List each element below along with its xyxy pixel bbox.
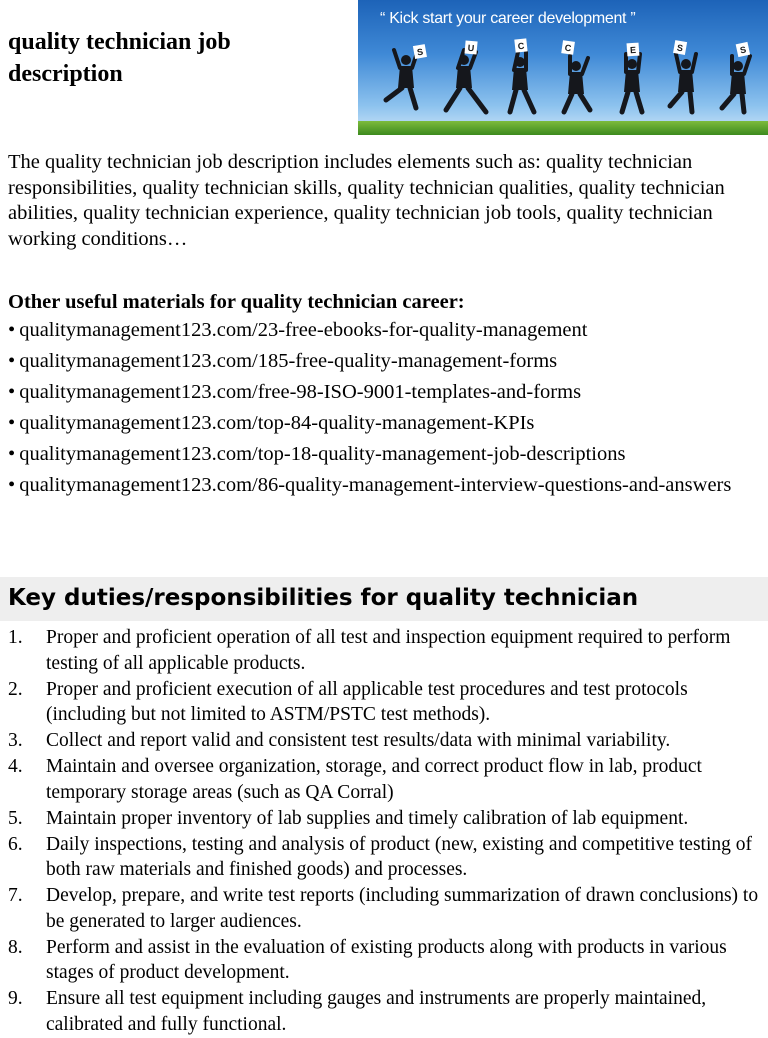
quote-open-mark: “ bbox=[380, 10, 386, 27]
duty-text: Proper and proficient execution of all applicable test procedures and test protocols (including but not limited to ASTM/PSTC test methods). bbox=[46, 678, 688, 725]
material-link-text: qualitymanagement123.com/top-18-quality-management-job-descriptions bbox=[19, 443, 626, 465]
material-link-item[interactable] bbox=[8, 473, 764, 499]
duty-number: 6. bbox=[8, 833, 23, 855]
material-link-item[interactable] bbox=[8, 411, 764, 437]
bullet: • bbox=[8, 350, 16, 372]
material-link-item[interactable] bbox=[8, 349, 764, 375]
materials-link-list bbox=[8, 318, 764, 499]
duties-heading: Key duties/responsibilities for quality technician bbox=[8, 585, 639, 611]
material-link-text: qualitymanagement123.com/top-84-quality-management-KPIs bbox=[19, 412, 535, 434]
duty-number: 4. bbox=[8, 756, 23, 777]
duty-text: Collect and report valid and consistent test results/data with minimal variability. bbox=[46, 730, 671, 751]
letter-card-3: C bbox=[517, 40, 525, 52]
letter-card-4: C bbox=[564, 42, 572, 54]
jumping-person-2 bbox=[446, 50, 486, 112]
bullet: • bbox=[8, 381, 16, 403]
duty-number: 2. bbox=[8, 678, 23, 700]
material-link-text: qualitymanagement123.com/86-quality-management-interview-questions-and-answers bbox=[19, 474, 732, 496]
material-link-text: qualitymanagement123.com/185-free-quality-management-forms bbox=[19, 350, 558, 372]
useful-materials-section bbox=[8, 288, 764, 504]
duty-text: Daily inspections, testing and analysis of product (new, existing and competitive testing of both raw materials and finished goods) and processes. bbox=[46, 833, 753, 880]
material-link-item[interactable] bbox=[8, 380, 764, 406]
jumping-people-illustration bbox=[358, 0, 768, 135]
bullet: • bbox=[8, 319, 16, 341]
jumping-person-5 bbox=[622, 54, 642, 112]
duty-number: 8. bbox=[8, 936, 23, 958]
letter-card-6: S bbox=[676, 42, 684, 54]
jumping-person-3 bbox=[510, 52, 534, 112]
jumping-person-1 bbox=[386, 50, 418, 108]
letter-card-7: S bbox=[739, 44, 747, 56]
grass-strip bbox=[358, 121, 768, 135]
slogan-text: Kick start your career development bbox=[389, 10, 627, 27]
duty-text: Perform and assist in the evaluation of existing products along with products in various stages of product development. bbox=[46, 936, 727, 983]
bullet: • bbox=[8, 443, 16, 465]
materials-heading: Other useful materials for quality technician career: bbox=[8, 291, 465, 313]
jumping-person-4 bbox=[564, 56, 590, 112]
duty-number: 3. bbox=[8, 730, 23, 751]
duty-text: Maintain and oversee organization, storage, and correct product flow in lab, product temporary storage areas (such as QA Corral) bbox=[46, 756, 702, 803]
duty-number: 7. bbox=[8, 885, 23, 906]
duty-item bbox=[8, 986, 764, 1037]
jumping-person-7 bbox=[722, 56, 750, 112]
duty-text: Maintain proper inventory of lab supplies and timely calibration of lab equipment. bbox=[46, 807, 689, 829]
duty-text: Ensure all test equipment including gauges and instruments are properly maintained, calibrated and fully functional. bbox=[46, 988, 707, 1035]
material-link-item[interactable] bbox=[8, 442, 764, 468]
duty-item bbox=[8, 677, 764, 728]
material-link-text: qualitymanagement123.com/free-98-ISO-9001-templates-and-forms bbox=[19, 381, 582, 403]
material-link-item[interactable] bbox=[8, 318, 764, 344]
quote-close-mark: ” bbox=[630, 10, 636, 27]
duty-item bbox=[8, 935, 764, 986]
career-banner-image bbox=[358, 0, 768, 135]
duty-item bbox=[8, 806, 764, 832]
duty-text: Develop, prepare, and write test reports (including summarization of drawn conclusions) to be generated to larger audiences. bbox=[46, 885, 759, 932]
duty-item bbox=[8, 625, 764, 676]
bullet: • bbox=[8, 474, 16, 496]
duty-number: 1. bbox=[8, 627, 23, 648]
duty-text: Proper and proficient operation of all test and inspection equipment required to perform testing of all applicable products. bbox=[46, 627, 731, 674]
duty-item bbox=[8, 832, 764, 883]
intro-paragraph: The quality technician job description includes elements such as: quality technician responsibilities, quality technician skills, quality technician qualities, quality technician abilities, quality technician experience, quality technician job tools, quality technician working conditions… bbox=[8, 151, 725, 250]
duties-list bbox=[8, 625, 764, 1038]
jumping-person-6 bbox=[670, 54, 696, 112]
page-title: quality technician job description bbox=[8, 29, 231, 87]
letter-card-5: E bbox=[629, 44, 637, 56]
duty-number: 9. bbox=[8, 988, 23, 1009]
material-link-text: qualitymanagement123.com/23-free-ebooks-for-quality-management bbox=[19, 319, 588, 341]
letter-card-2: U bbox=[467, 42, 475, 54]
letter-card-1: S bbox=[416, 46, 424, 58]
duty-item bbox=[8, 728, 764, 754]
duty-number: 5. bbox=[8, 807, 23, 829]
duty-item bbox=[8, 754, 764, 805]
bullet: • bbox=[8, 412, 16, 434]
duty-item bbox=[8, 883, 764, 934]
